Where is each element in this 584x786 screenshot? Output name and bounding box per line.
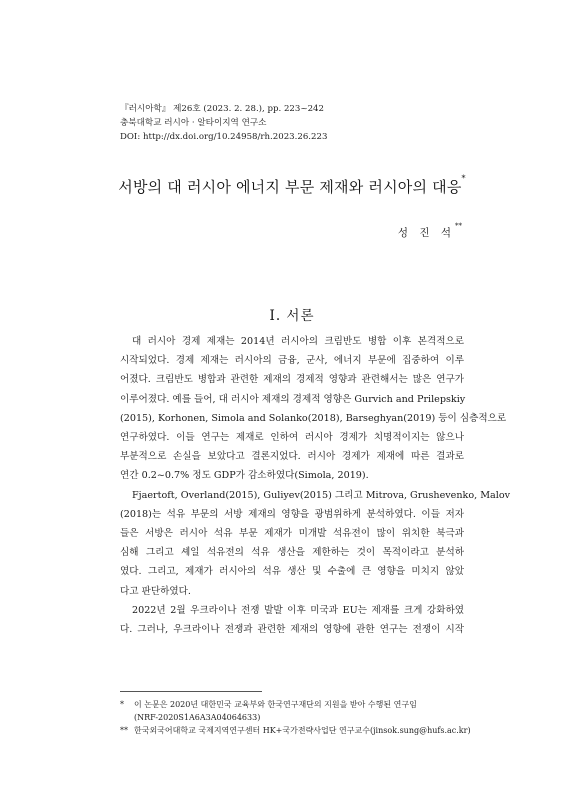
footnote-1 (120, 698, 480, 711)
text-line: 어졌다. 크림반도 병합과 관련한 제재의 경제적 영향과 관련해서는 많은 연구가 (120, 374, 464, 386)
footnote-mark: * (120, 700, 124, 709)
journal-doi: DOI: http://dx.doi.org/10.24958/rh.2023.26.223 (120, 132, 328, 142)
footnote-text: 한국외국어대학교 국제지역연구센터 HK+국가전략사업단 연구교수(jinsok.sung@hufs.ac.kr) (134, 726, 471, 735)
footnotes (120, 698, 480, 737)
title-footnote-mark: * (461, 174, 466, 183)
text-line: 이루어졌다. 예를 들어, 대 러시아 제재의 경제적 영향은 Gurvich and Prilepskiy (120, 393, 466, 405)
author-footnote-mark: ** (455, 222, 462, 230)
paragraph-2 (120, 486, 511, 601)
body-text (120, 332, 511, 639)
section-heading: Ⅰ. 서론 (269, 308, 315, 324)
footnote-text: 이 논문은 2020년 대한민국 교육부와 한국연구재단의 지원을 받아 수행된 연구임 (134, 700, 417, 709)
text-line: 2022년 2월 우크라이나 전쟁 발발 이후 미국과 EU는 제재를 크게 강화하였 (132, 604, 464, 616)
text-line: (2018)는 석유 부문의 서방 제재의 영향을 광범위하게 분석하였다. 이들 저자 (120, 508, 464, 520)
paragraph-3 (120, 601, 464, 639)
text-line: 다고 판단하였다. (120, 585, 191, 597)
text-line: 연구하였다. 이들 연구는 제재로 인하여 러시아 경제가 치명적이지는 않으나 (120, 432, 464, 444)
footnote-mark: ** (120, 726, 128, 735)
journal-citation: 『러시아학』 제26호 (2023. 2. 28.), pp. 223~242 (120, 104, 324, 114)
text-line: 였다. 그리고, 제재가 러시아의 석유 생산 및 수출에 큰 영향을 미치지 않았 (120, 566, 464, 578)
text-line: 부분적으로 손실을 보았다고 결론지었다. 러시아 경제가 제재에 따른 결과로 (120, 451, 464, 463)
journal-header (120, 102, 520, 144)
text-line: (2015), Korhonen, Simola and Solanko(2018), Barseghyan(2019) 등이 심층적으로 (120, 412, 507, 424)
text-line: 다. 그러나, 우크라이나 전쟁과 관련한 제재의 영향에 관한 연구는 전쟁이 시작 (120, 624, 464, 636)
text-line: 시작되었다. 경제 제재는 러시아의 금융, 군사, 에너지 부문에 집중하여 이루 (120, 355, 464, 367)
footnote-2 (120, 724, 480, 737)
journal-institute: 충북대학교 러시아 · 알타이지역 연구소 (120, 118, 267, 128)
author-name: 성 진 석 (397, 227, 455, 239)
text-line: 대 러시아 경제 제재는 2014년 러시아의 크림반도 병합 이후 본격적으로 (132, 336, 464, 347)
text-line: 들은 서방은 러시아 석유 부문 제재가 미개발 석유전이 많이 위치한 북극과 (120, 528, 464, 540)
footnote-text-continued: (NRF-2020S1A6A3A04064633) (134, 713, 261, 722)
footnote-divider (120, 691, 262, 692)
author (397, 222, 462, 240)
text-line: 연간 0.2~0.7% 정도 GDP가 감소하였다(Simola, 2019). (120, 470, 369, 482)
text-line: 심해 그리고 셰일 석유전의 석유 생산을 제한하는 것이 목적이라고 분석하 (120, 547, 464, 559)
text-line: Fjaertoft, Overland(2015), Guliyev(2015) 그리고 Mitrova, Grushevenko, Malov (132, 489, 511, 501)
paragraph-1 (120, 332, 507, 486)
paper-title-text: 서방의 대 러시아 에너지 부문 제재와 러시아의 대응 (118, 178, 462, 196)
paper-title (0, 176, 584, 197)
